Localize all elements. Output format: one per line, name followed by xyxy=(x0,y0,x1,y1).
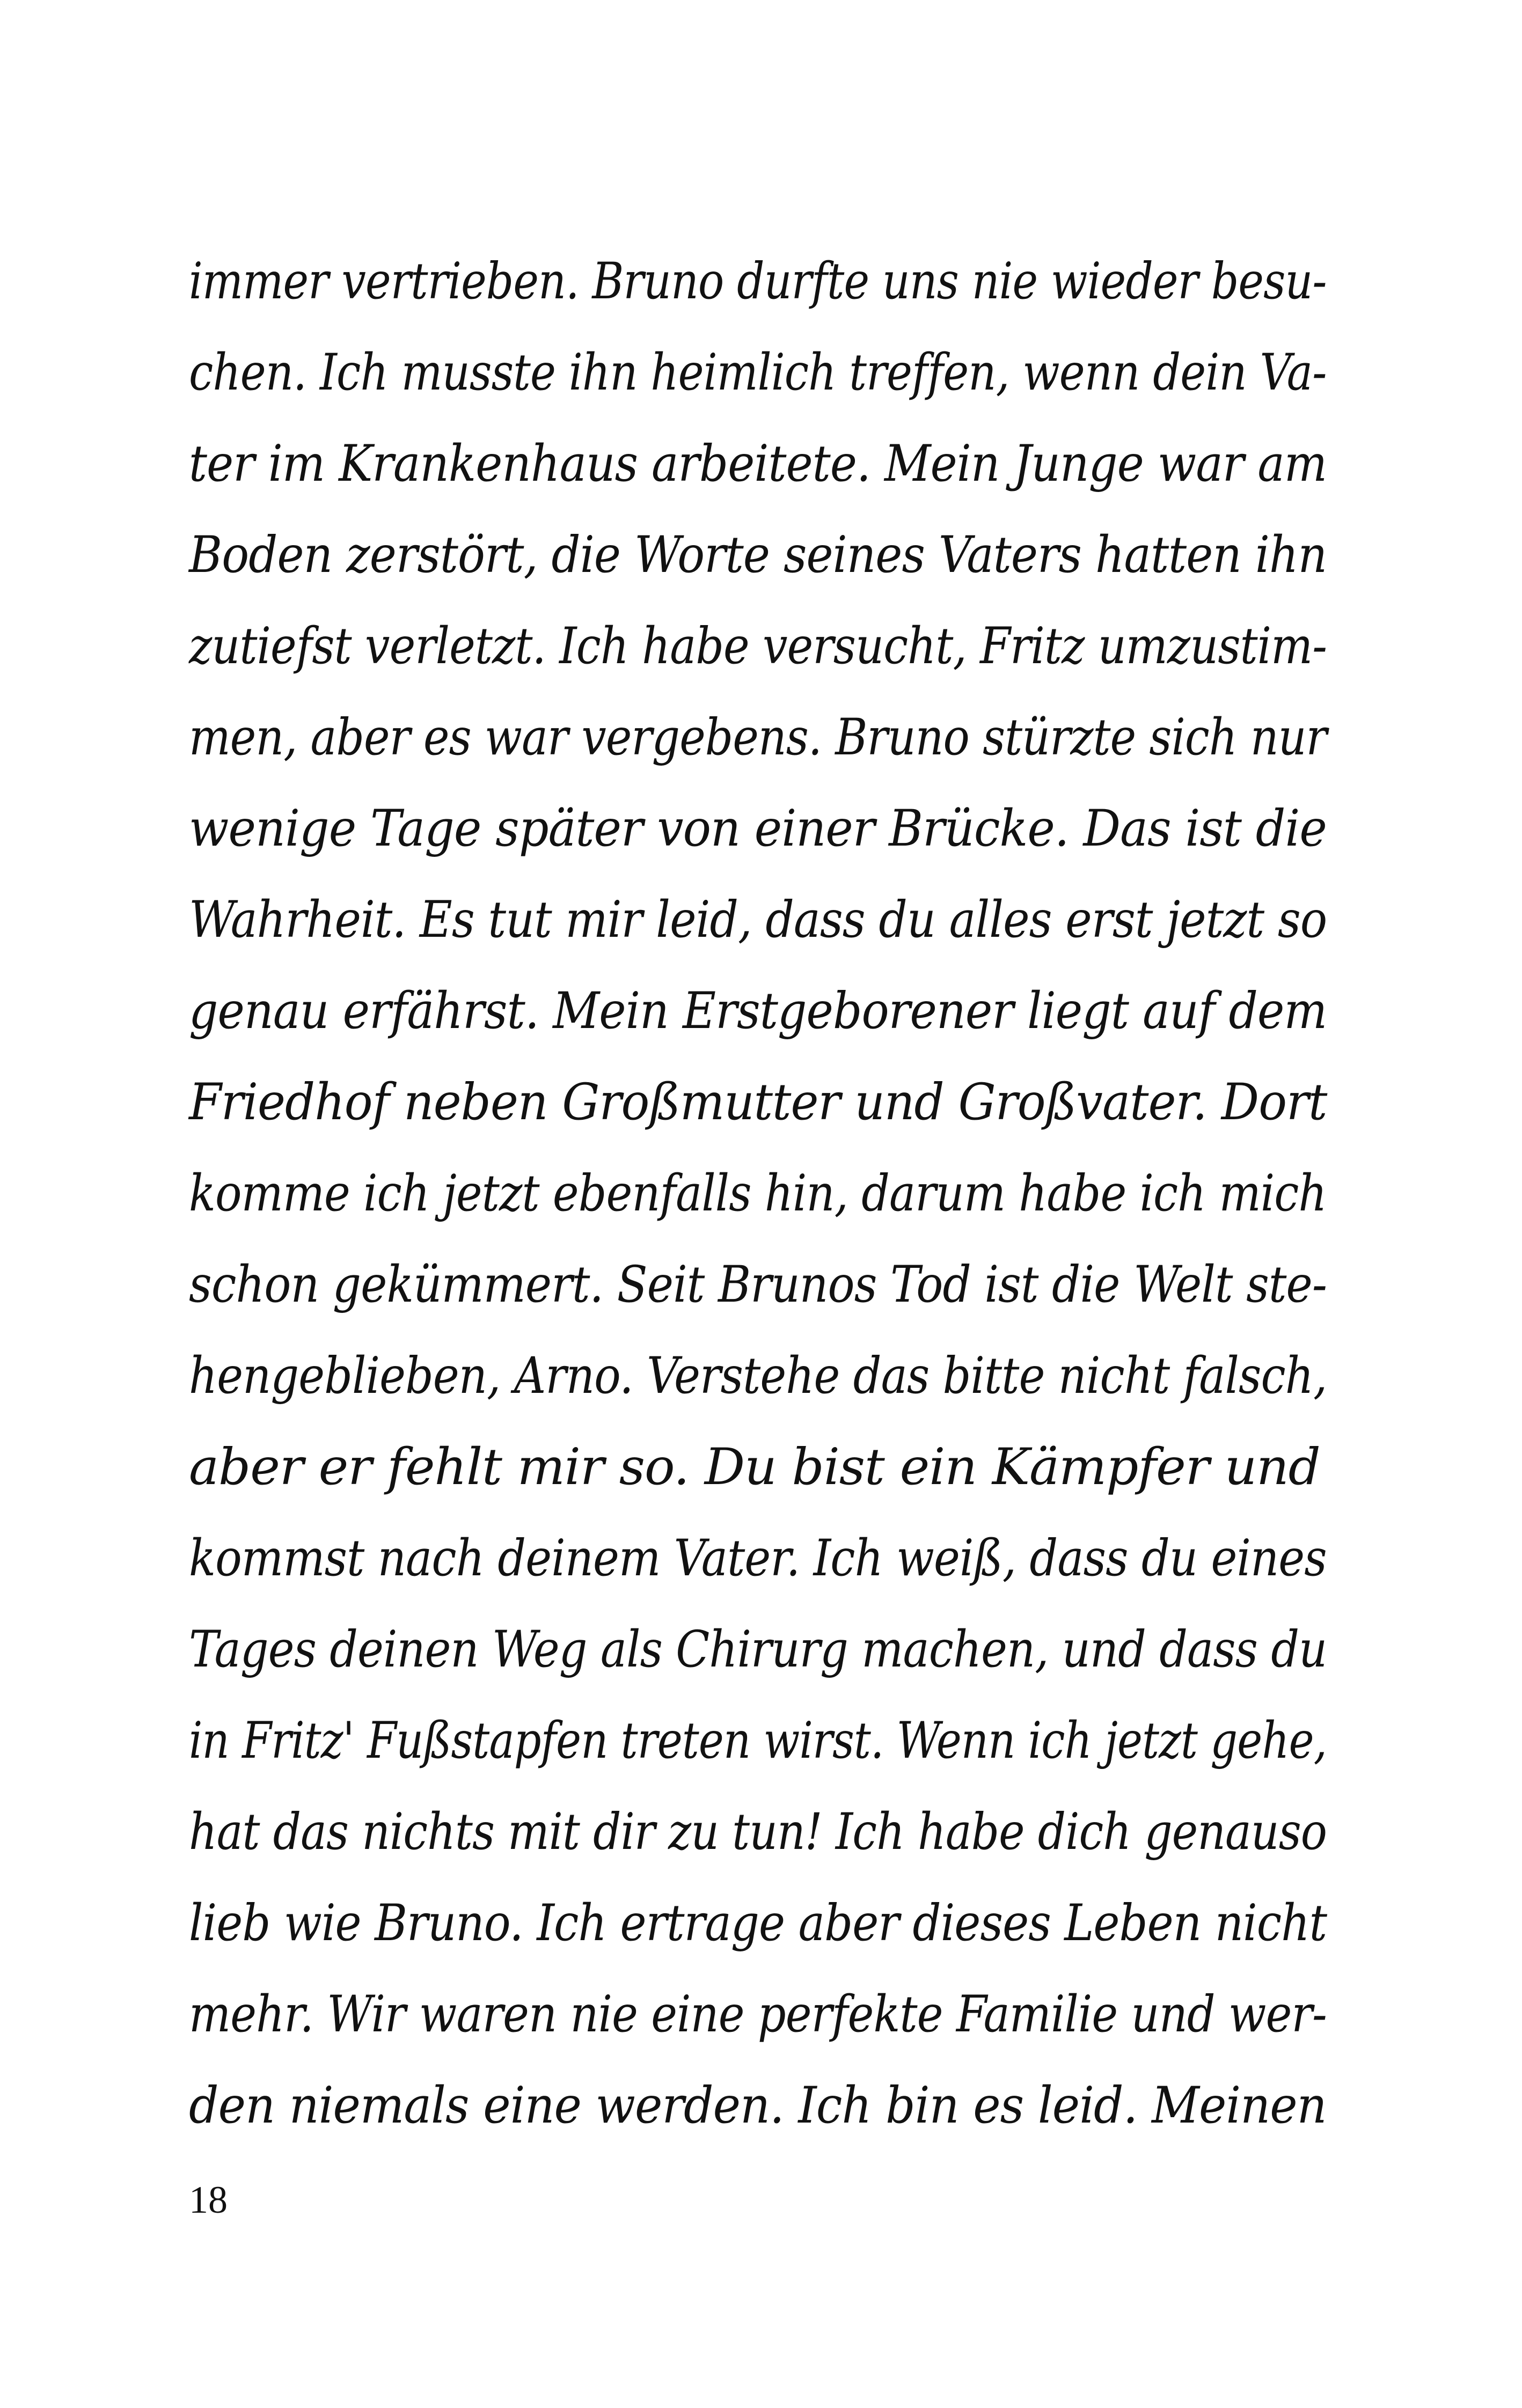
text-line: ter im Krankenhaus arbeitete. Mein Junge war am xyxy=(189,435,1327,493)
text-line: hat das nichts mit dir zu tun! Ich habe dich genauso xyxy=(189,1803,1327,1861)
text-line: kommst nach deinem Vater. Ich weiß, dass du eines xyxy=(189,1529,1327,1588)
text-line: aber er fehlt mir so. Du bist ein Kämpfer und xyxy=(189,1438,1320,1496)
page-number: 18 xyxy=(189,2178,228,2221)
text-line: chen. Ich musste ihn heimlich treffen, wenn dein Va- xyxy=(189,343,1327,402)
text-line: Friedhof neben Großmutter und Großvater. Dort xyxy=(189,1073,1327,1132)
text-line: wenige Tage später von einer Brücke. Das ist die xyxy=(189,799,1327,858)
text-line: men, aber es war vergebens. Bruno stürzte sich nur xyxy=(189,708,1327,767)
text-line: mehr. Wir waren nie eine perfekte Familie und wer- xyxy=(189,1985,1327,2044)
text-line: Boden zerstört, die Worte seines Vaters hatten ihn xyxy=(189,526,1327,584)
text-line: immer vertrieben. Bruno durfte uns nie wieder besu- xyxy=(189,252,1327,311)
text-line: genau erfährst. Mein Erstgeborener liegt auf dem xyxy=(189,982,1327,1040)
text-line: schon gekümmert. Seit Brunos Tod ist die Welt ste- xyxy=(189,1256,1327,1314)
body-text xyxy=(189,236,1327,2152)
text-line: zutiefst verletzt. Ich habe versucht, Fritz umzustim- xyxy=(189,617,1327,676)
text-line: hengeblieben, Arno. Verstehe das bitte nicht falsch, xyxy=(189,1347,1327,1405)
text-line: lieb wie Bruno. Ich ertrage aber dieses Leben nicht xyxy=(189,1894,1327,1952)
text-line: komme ich jetzt ebenfalls hin, darum habe ich mich xyxy=(189,1164,1327,1223)
text-line: den niemals eine werden. Ich bin es leid. Meinen xyxy=(189,2076,1327,2135)
text-line: Tages deinen Weg als Chirurg machen, und dass du xyxy=(189,1620,1327,1679)
text-line: Wahrheit. Es tut mir leid, dass du alles erst jetzt so xyxy=(189,891,1327,949)
text-line: in Fritz' Fußstapfen treten wirst. Wenn ich jetzt gehe, xyxy=(189,1712,1327,1770)
